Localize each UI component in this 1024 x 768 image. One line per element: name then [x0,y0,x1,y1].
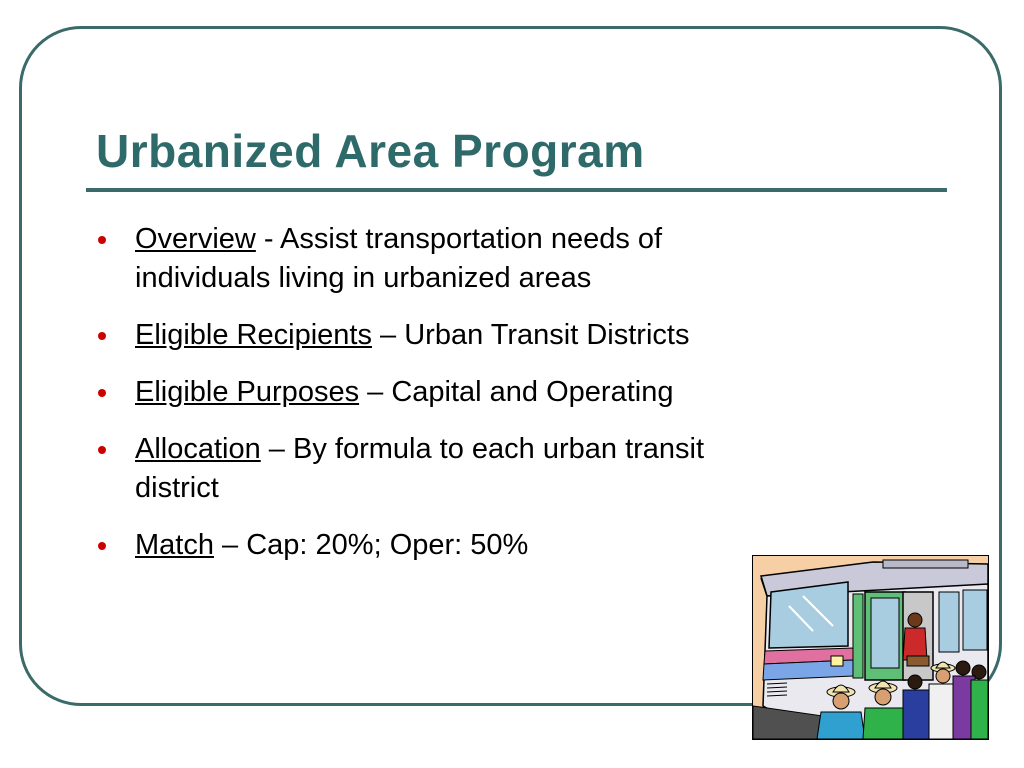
bullet-text: Urban Transit Districts [404,319,690,351]
slide-title: Urbanized Area Program [96,125,645,177]
bullet-item-overview [96,220,756,298]
bus-illustration [753,556,988,739]
bullet-text: Assist transportation needs of individuals living in urbanized areas [135,223,663,294]
bullet-term: Overview [135,223,256,255]
bullet-separator: – [371,319,405,351]
bullet-separator: – [260,433,293,465]
bullet-separator: – [213,529,247,561]
bullet-text: Capital and Operating [391,376,674,408]
bullet-separator: - [255,223,281,255]
bullet-item-eligible-purposes [96,373,756,412]
bullet-item-match [96,526,756,565]
bullet-dot-icon [98,446,106,454]
bullet-dot-icon [98,389,106,397]
bullet-item-eligible-recipients [96,316,756,355]
title-divider [86,188,947,192]
bullet-dot-icon [98,542,106,550]
bullet-dot-icon [98,332,106,340]
bullet-term: Eligible Recipients [135,319,372,351]
bullet-text: By formula to each urban transit district [135,433,705,504]
bullet-term: Allocation [135,433,261,465]
bullet-list [96,220,756,583]
bus-boarding-clipart [752,555,989,740]
bullet-separator: – [359,376,392,408]
bullet-item-allocation [96,430,756,508]
bullet-dot-icon [98,236,106,244]
bullet-term: Eligible Purposes [135,376,360,408]
bullet-text: Cap: 20%; Oper: 50% [246,529,529,561]
bullet-term: Match [135,529,214,561]
